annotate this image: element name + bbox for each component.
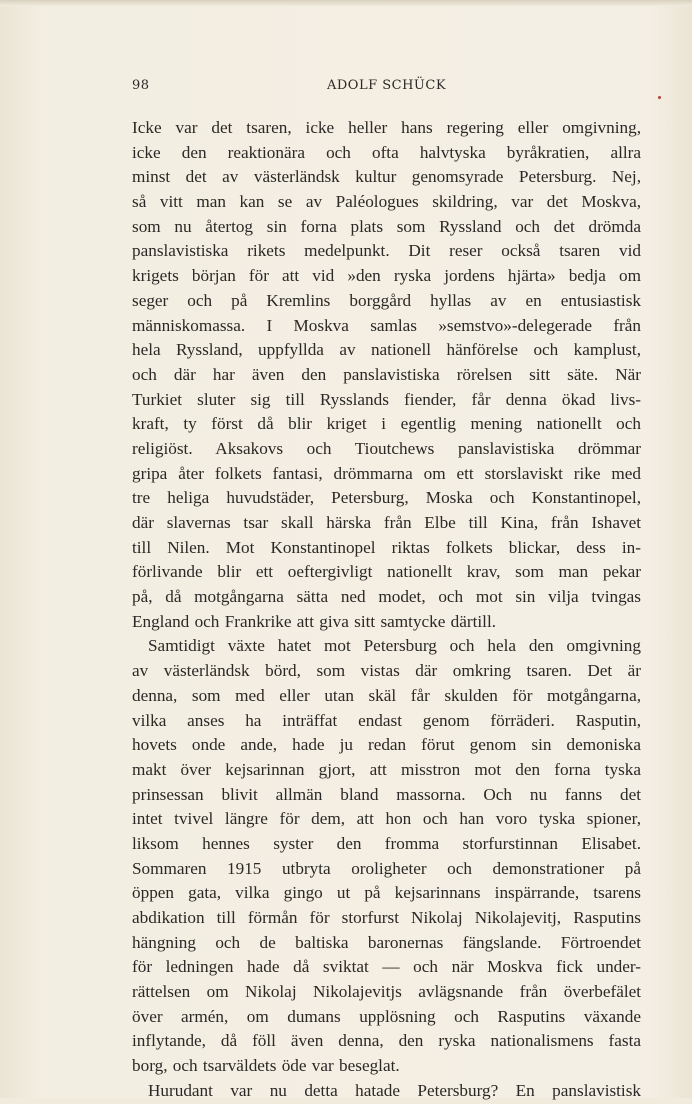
text-line: religiöst. Aksakovs och Tioutchews panslavistiska drömmar — [132, 438, 641, 458]
text-line: till Nilen. Mot Konstantinopel riktas folkets blickar, dess in- — [132, 537, 641, 557]
page-number: 98 — [132, 78, 150, 93]
text-line: av västerländsk börd, som vistas där omkring tsaren. Det är — [132, 661, 641, 681]
page-header — [132, 78, 641, 98]
text-line: England och Frankrike att giva sitt samtycke därtill. — [132, 611, 497, 631]
body-text — [132, 116, 641, 1104]
text-line: Samtidigt växte hatet mot Petersburg och hela den omgivning — [148, 636, 641, 656]
text-line: borg, och tsarväldets öde var beseglat. — [132, 1056, 400, 1076]
text-line: kraft, ty först då blir kriget i egentlig mening nationellt och — [132, 414, 641, 434]
text-line: för ledningen hade då sviktat — och när Moskva fick under- — [132, 957, 641, 977]
text-line: liksom hennes syster den fromma storfurstinnan Elisabet. — [132, 833, 641, 853]
text-line: Icke var det tsaren, icke heller hans regering eller omgivning, — [132, 118, 641, 137]
text-line: seger och på Kremlins borggård hyllas av en entusiastisk — [132, 290, 641, 310]
ink-speck — [658, 96, 661, 99]
text-line: icke den reaktionära och ofta halvtyska byråkratien, allra — [132, 142, 641, 162]
text-line: Hurudant var nu detta hatade Petersburg? En panslavistisk — [148, 1080, 641, 1100]
text-line: hängning och de baltiska baronernas fängslande. Förtroendet — [132, 932, 641, 952]
text-line: intet tvivel längre för dem, att hon och han voro tyska spioner, — [132, 809, 641, 829]
text-line: och där har även den panslavistiska rörelsen sitt säte. När — [132, 364, 641, 384]
running-head: ADOLF SCHÜCK — [326, 78, 447, 93]
text-line: på, då motgångarna sätta ned modet, och mot sin vilja tvingas — [132, 587, 641, 607]
text-line: krigets början för att vid »den ryska jordens hjärta» bedja om — [132, 266, 641, 286]
text-line: denna, som med eller utan skäl får skulden för motgångarna, — [132, 685, 641, 705]
text-line: öppen gata, vilka gingo ut på kejsarinnans inspärrande, tsarens — [132, 883, 641, 903]
text-line: Sommaren 1915 utbryta oroligheter och demonstrationer på — [132, 858, 641, 878]
text-line: över armén, om dumans upplösning och Rasputins växande — [132, 1006, 641, 1026]
text-line: hovets onde ande, hade ju redan förut genom sin demoniska — [132, 735, 641, 755]
text-line: makt över kejsarinnan gjort, att misstron mot den forna tyska — [132, 759, 641, 779]
text-line: människomassa. I Moskva samlas »semstvo»-delegerade från — [132, 315, 641, 335]
text-line: inflytande, då föll även denna, den ryska nationalismens fasta — [132, 1031, 641, 1051]
text-line: abdikation till förmån för storfurst Nikolaj Nikolajevitj, Rasputins — [132, 908, 641, 927]
text-line: där slavernas tsar skall härska från Elbe till Kina, från Ishavet — [132, 513, 641, 532]
text-line: prinsessan blivit allmän bland massorna. Och nu fanns det — [132, 784, 641, 804]
page-edge — [0, 0, 692, 6]
text-line: som nu återtog sin forna plats som Ryssland och det drömda — [132, 216, 641, 236]
text-line: rättelsen om Nikolaj Nikolajevitjs avlägsnande från överbefälet — [132, 982, 641, 1002]
text-line: panslavistiska rikets medelpunkt. Dit reser också tsaren vid — [132, 241, 641, 261]
text-line: tre heliga huvudstäder, Petersburg, Moska och Konstantinopel, — [132, 488, 641, 508]
text-line: förlivande blir ett oeftergivligt nationellt krav, som man pekar — [132, 562, 641, 582]
text-line: så vitt man kan se av Paléologues skildring, var det Moskva, — [132, 192, 641, 212]
text-line: vilka anses ha inträffat endast genom förräderi. Rasputin, — [132, 710, 641, 730]
text-line: Turkiet sluter sig till Rysslands fiender, får denna ökad livs- — [132, 389, 641, 409]
text-line: hela Ryssland, uppfyllda av nationell hänförelse och kamplust, — [132, 340, 641, 360]
text-line: gripa åter folkets fantasi, drömmarna om ett storslaviskt rike med — [132, 463, 641, 483]
text-line: minst det av västerländsk kultur genomsyrade Petersburg. Nej, — [132, 167, 641, 187]
